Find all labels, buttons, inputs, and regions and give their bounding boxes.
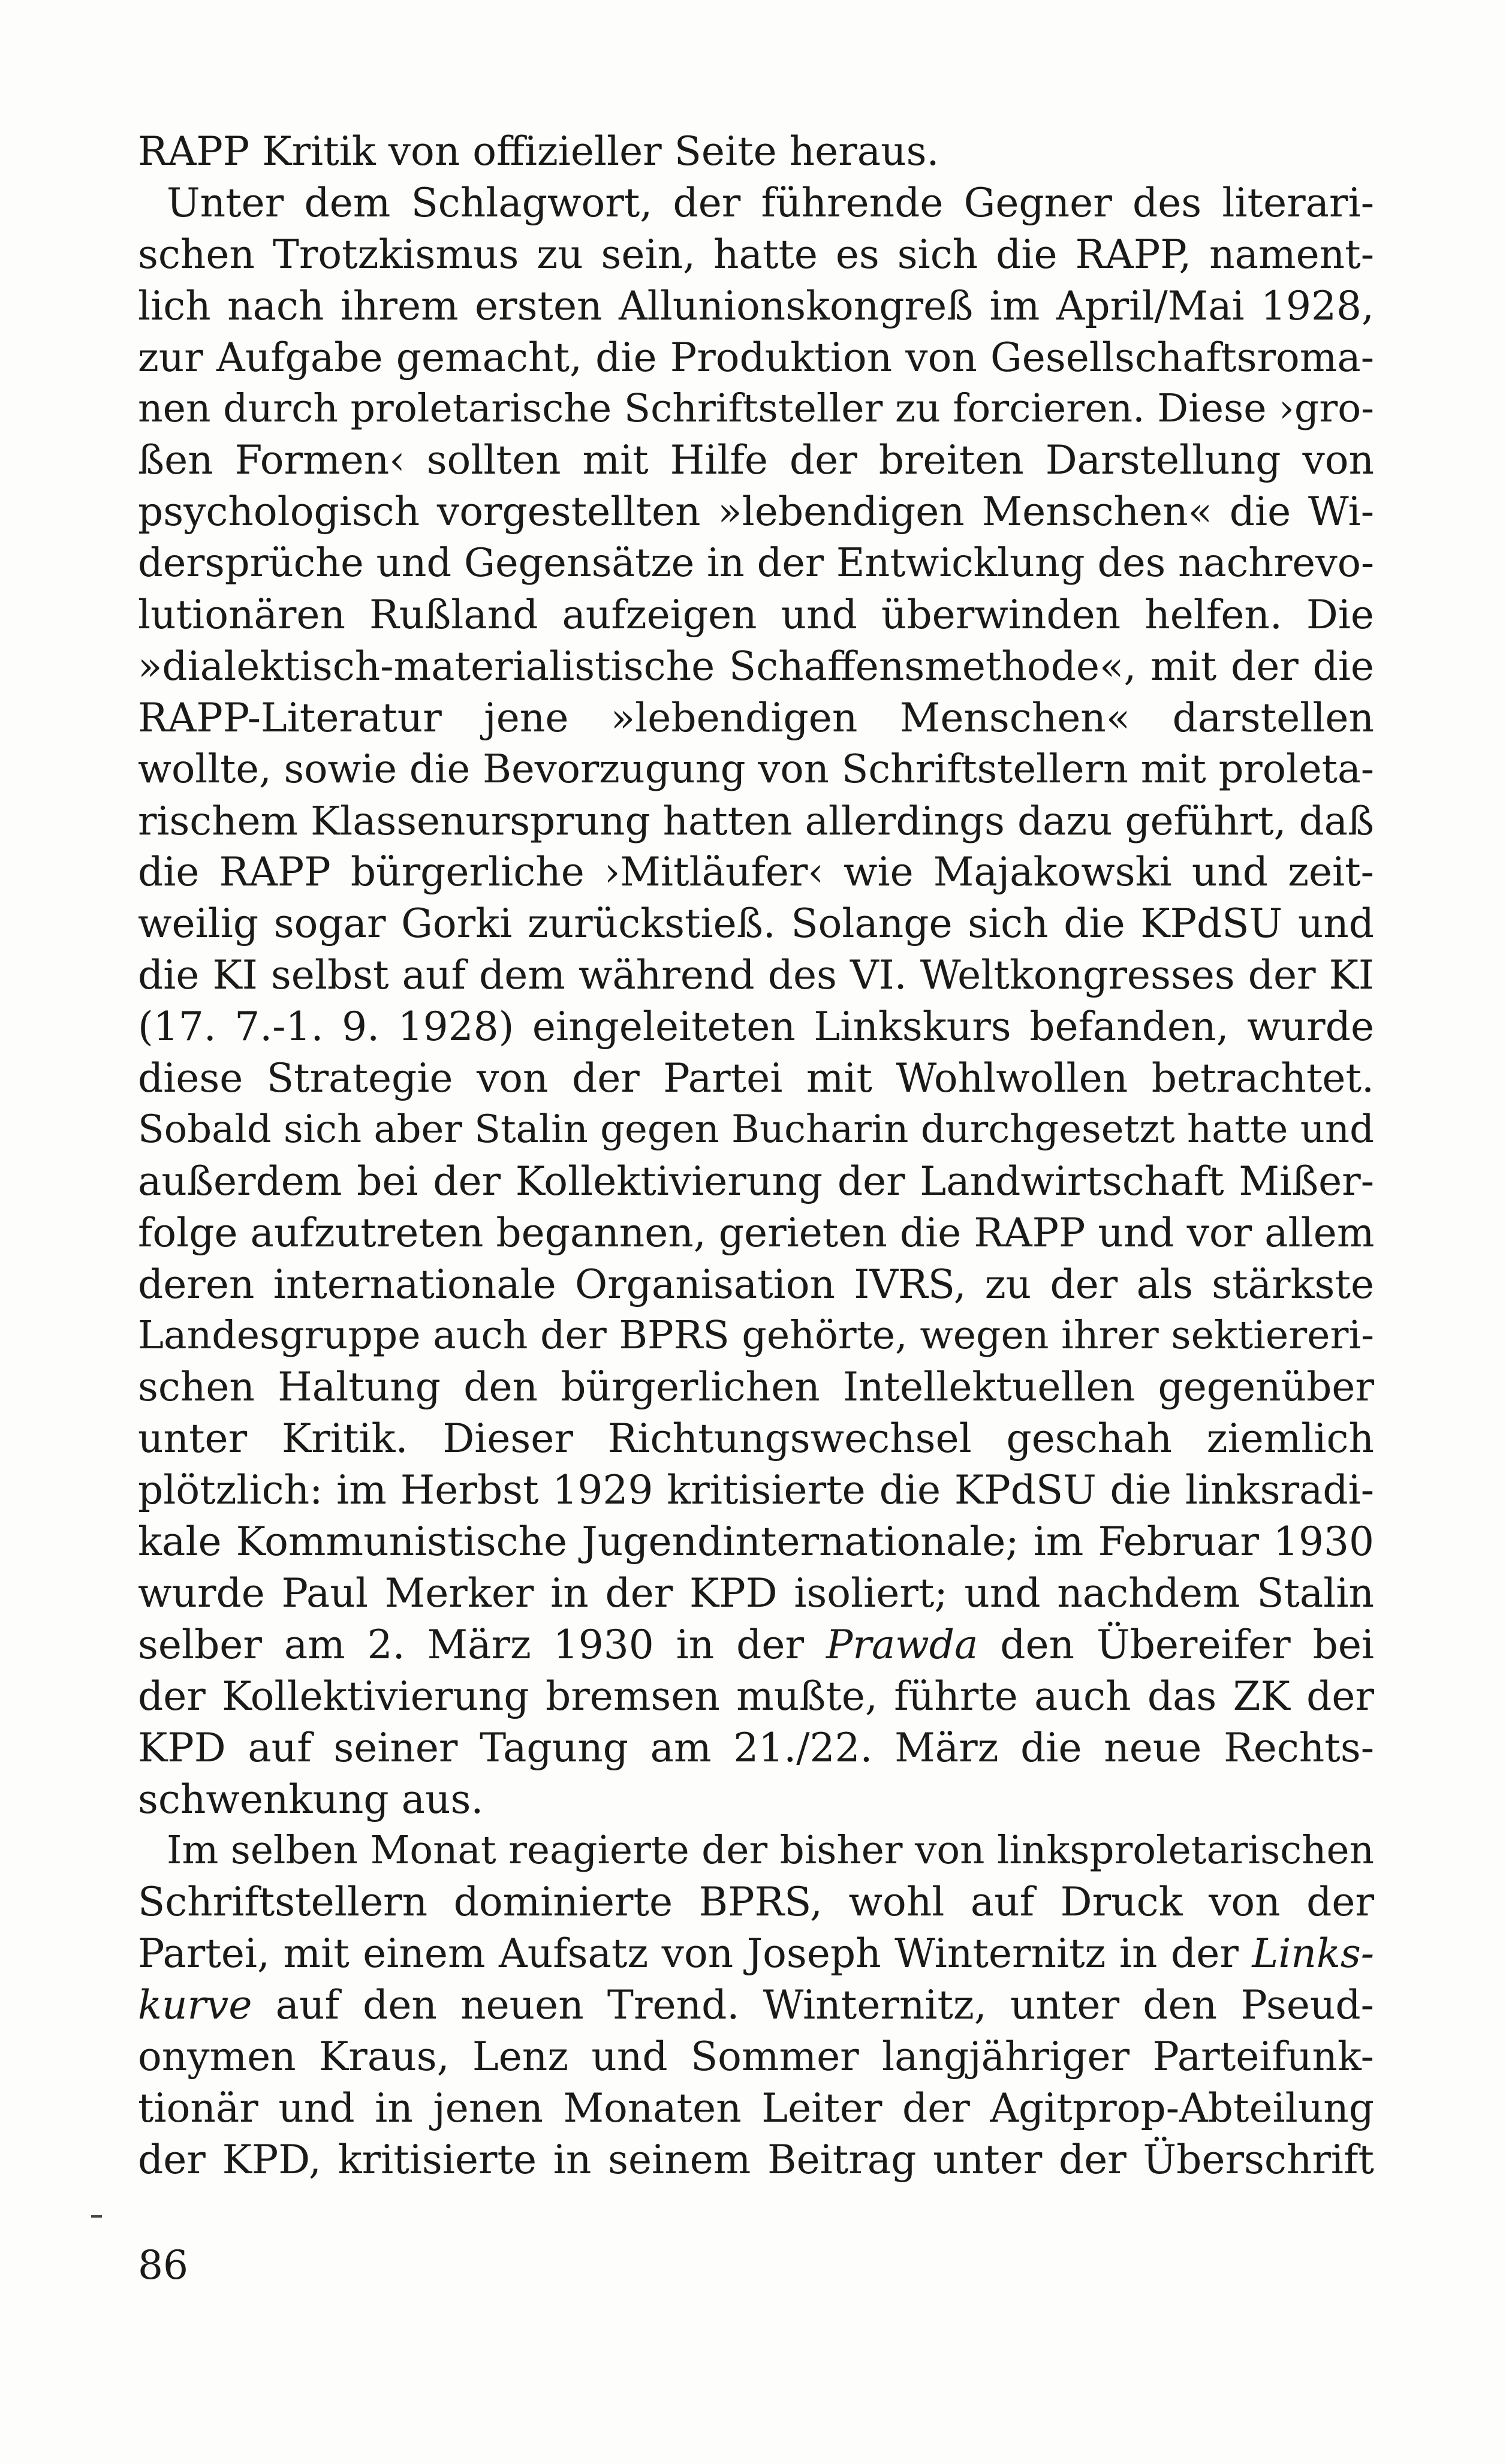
text-line: kurve auf den neuen Trend. Winternitz, unter den Pseud- — [138, 1982, 1374, 2029]
text-line: diese Strategie von der Partei mit Wohlwollen betrachtet. — [138, 1055, 1374, 1102]
text-line: Unter dem Schlagwort, der führende Gegner des literari- — [167, 179, 1374, 226]
text-line: RAPP Kritik von offizieller Seite heraus. — [138, 128, 939, 174]
text-line: die RAPP bürgerliche ›Mitläufer‹ wie Majakowski und zeit- — [138, 849, 1374, 896]
text-line: dersprüche und Gegensätze in der Entwicklung des nachrevo- — [138, 541, 1374, 586]
text-line: nen durch proletarische Schriftsteller zu forcieren. Diese ›gro- — [138, 386, 1375, 432]
text-line: tionär und in jenen Monaten Leiter der Agitprop-Abteilung — [138, 2085, 1374, 2131]
text-line: die KI selbst auf dem während des VI. Weltkongresses der KI — [138, 952, 1374, 999]
text-line: Sobald sich aber Stalin gegen Bucharin durchgesetzt hatte und — [138, 1107, 1374, 1152]
text-line: schen Haltung den bürgerlichen Intellektuellen gegenüber — [138, 1364, 1374, 1411]
text-line: wollte, sowie die Bevorzugung von Schriftstellern mit proleta- — [138, 746, 1374, 792]
text-line: Schriftstellern dominierte BPRS, wohl auf Druck von der — [138, 1879, 1374, 1926]
margin-mark — [91, 2215, 102, 2218]
body-text — [138, 126, 1374, 2186]
text-line: zur Aufgabe gemacht, die Produktion von Gesellschaftsroma- — [138, 334, 1374, 381]
text-line: selber am 2. März 1930 in der Prawda den Übereifer bei — [138, 1621, 1374, 1668]
text-line: plötzlich: im Herbst 1929 kritisierte die KPdSU die linksradi- — [138, 1467, 1374, 1514]
text-line: kale Kommunistische Jugendinternationale; im Februar 1930 — [138, 1519, 1374, 1565]
text-line: deren internationale Organisation IVRS, zu der als stärkste — [138, 1261, 1374, 1308]
page-number: 86 — [138, 2242, 188, 2288]
text-line: lutionären Rußland aufzeigen und überwinden helfen. Die — [138, 592, 1374, 638]
text-line: psychologisch vorgestellten »lebendigen Menschen« die Wi- — [138, 489, 1374, 535]
text-line: (17. 7.-1. 9. 1928) eingeleiteten Linkskurs befanden, wurde — [138, 1004, 1374, 1050]
text-line: lich nach ihrem ersten Allunionskongreß im April/Mai 1928, — [138, 282, 1374, 329]
text-line: folge aufzutreten begannen, gerieten die RAPP und vor allem — [138, 1209, 1375, 1256]
text-line: der KPD, kritisierte in seinem Beitrag unter der Überschrift — [138, 2136, 1374, 2183]
text-line: KPD auf seiner Tagung am 21./22. März die neue Rechts- — [138, 1724, 1374, 1771]
text-line: »dialektisch-materialistische Schaffensmethode«, mit der die — [138, 643, 1374, 689]
text-line: rischem Klassenursprung hatten allerdings dazu geführt, daß — [138, 797, 1374, 844]
text-line: Landesgruppe auch der BPRS gehörte, wegen ihrer sektiereri- — [138, 1313, 1374, 1358]
text-line: ßen Formen‹ sollten mit Hilfe der breiten Darstellung von — [138, 437, 1374, 484]
text-line: wurde Paul Merker in der KPD isoliert; und nachdem Stalin — [138, 1570, 1374, 1616]
text-line: außerdem bei der Kollektivierung der Landwirtschaft Mißer- — [138, 1158, 1374, 1204]
text-line: onymen Kraus, Lenz und Sommer langjähriger Parteifunk- — [138, 2033, 1374, 2080]
text-line: der Kollektivierung bremsen mußte, führte auch das ZK der — [138, 1673, 1374, 1719]
text-line: schwenkung aus. — [138, 1776, 484, 1823]
text-line: Partei, mit einem Aufsatz von Joseph Winternitz in der Links- — [138, 1930, 1374, 1977]
text-line: weilig sogar Gorki zurückstieß. Solange sich die KPdSU und — [138, 900, 1374, 947]
text-line: unter Kritik. Dieser Richtungswechsel geschah ziemlich — [138, 1415, 1374, 1462]
text-line: schen Trotzkismus zu sein, hatte es sich die RAPP, nament- — [138, 231, 1374, 278]
text-line: Im selben Monat reagierte der bisher von linksproletarischen — [167, 1828, 1374, 1873]
text-line: RAPP-Literatur jene »lebendigen Menschen« darstellen — [138, 694, 1374, 741]
